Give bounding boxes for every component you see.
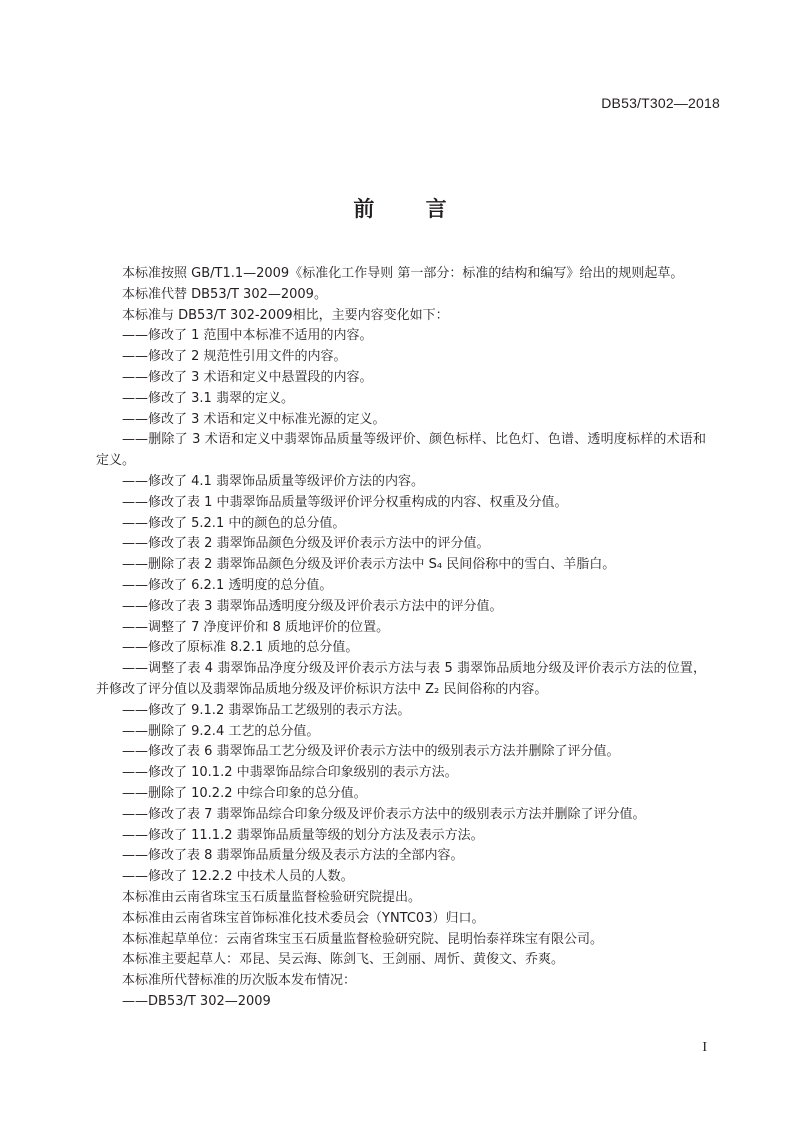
change-item: ——修改了表 8 翡翠饰品质量分级及表示方法的全部内容。 [122,848,464,864]
paragraph: 本标准由云南省珠宝玉石质量监督检验研究院提出。 [122,889,422,905]
page-title: 前 言 [353,197,469,221]
change-item: ——删除了 10.2.2 中综合印象的总分值。 [122,785,367,801]
change-item: ——修改了 9.1.2 翡翠饰品工艺级别的表示方法。 [122,702,411,718]
change-item: ——DB53/T 302—2009 [122,993,271,1009]
change-item: ——修改了 6.2.1 透明度的总分值。 [122,577,333,593]
change-item: ——修改了 5.2.1 中的颜色的总分值。 [122,515,346,531]
change-item: ——修改了表 2 翡翠饰品颜色分级及评价表示方法中的评分值。 [122,536,490,552]
change-item: ——调整了表 4 翡翠饰品净度分级及评价表示方法与表 5 翡翠饰品质地分级及评价表示方法的位置，并修改了评分值以及翡翠饰品质地分级及评价标识方法中 Z₂ 民间俗称的内容。 [96,661,706,697]
change-item: ——修改了 4.1 翡翠饰品质量等级评价方法的内容。 [122,473,424,489]
change-item: ——修改了 3 术语和定义中悬置段的内容。 [122,369,373,385]
standard-code: DB53/T302—2018 [601,95,720,111]
change-item: ——修改了表 6 翡翠饰品工艺分级及评价表示方法中的级别表示方法并删除了评分值。 [122,744,620,760]
paragraph: 本标准起草单位：云南省珠宝玉石质量监督检验研究院、昆明怡泰祥珠宝有限公司。 [122,931,604,947]
page-number: I [702,1040,707,1055]
change-item: ——修改了 3 术语和定义中标准光源的定义。 [122,411,386,427]
paragraph: 本标准所代替标准的历次版本发布情况： [122,973,357,989]
change-item: ——修改了 3.1 翡翠的定义。 [122,390,294,406]
change-item: ——修改了 12.2.2 中技术人员的人数。 [122,869,354,885]
change-item: ——修改了 10.1.2 中翡翠饰品综合印象级别的表示方法。 [122,765,458,781]
change-item: ——删除了 9.2.4 工艺的总分值。 [122,723,320,739]
change-item: ——修改了表 3 翡翠饰品透明度分级及评价表示方法中的评分值。 [122,598,503,614]
change-item: ——修改了 11.1.2 翡翠饰品质量等级的划分方法及表示方法。 [122,827,484,843]
paragraph: 本标准与 DB53/T 302-2009相比，主要内容变化如下： [122,307,449,323]
change-item: ——修改了表 1 中翡翠饰品质量等级评价评分权重构成的内容、权重及分值。 [122,494,568,510]
change-item: ——调整了 7 净度评价和 8 质地评价的位置。 [122,619,390,635]
paragraph: 本标准按照 GB/T1.1—2009《标准化工作导则 第一部分：标准的结构和编写》给出的规则起草。 [122,266,684,281]
change-item: ——修改了原标准 8.2.1 质地的总分值。 [122,640,359,656]
paragraph: 本标准代替 DB53/T 302—2009。 [122,286,327,302]
document-body [96,264,706,1013]
change-item: ——修改了表 7 翡翠饰品综合印象分级及评价表示方法中的级别表示方法并删除了评分值。 [122,806,646,822]
paragraph: 本标准主要起草人：邓昆、吴云海、陈剑飞、王剑丽、周忻、黄俊文、乔爽。 [122,952,565,968]
change-item: ——修改了 1 范围中本标准不适用的内容。 [122,328,373,344]
change-item: ——删除了表 2 翡翠饰品颜色分级及评价表示方法中 S₄ 民间俗称中的雪白、羊脂白。 [122,557,616,573]
change-item: ——删除了 3 术语和定义中翡翠饰品质量等级评价、颜色标样、比色灯、色谱、透明度标样的术语和定义。 [96,432,706,469]
change-item: ——修改了 2 规范性引用文件的内容。 [122,349,347,365]
paragraph: 本标准由云南省珠宝首饰标准化技术委员会（YNTC03）归口。 [122,910,485,926]
